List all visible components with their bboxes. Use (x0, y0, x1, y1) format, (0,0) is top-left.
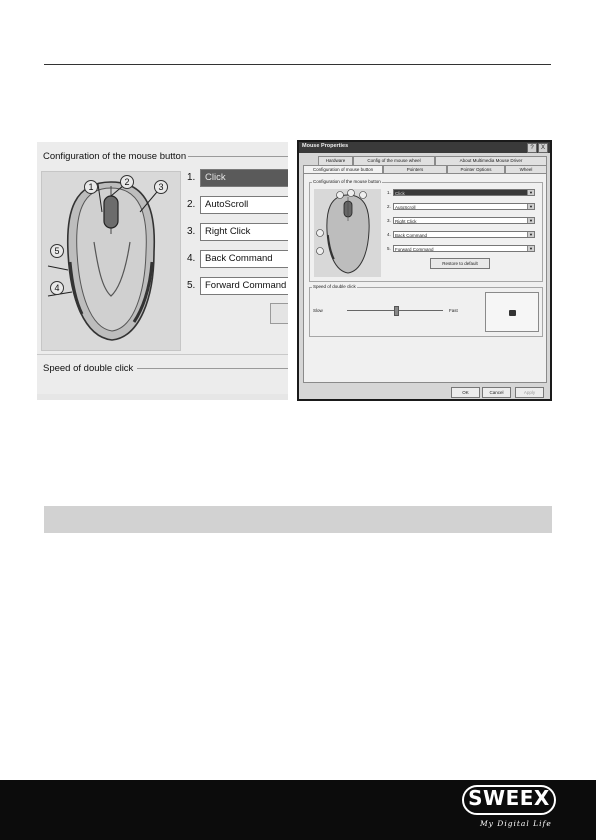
button-5-row (187, 277, 288, 295)
button-5-number: 5. (187, 280, 196, 291)
button-4-select[interactable]: Back Command (200, 250, 288, 268)
button-3-number: 3. (187, 226, 196, 237)
header-rule (44, 64, 551, 65)
restore-button-partial[interactable] (270, 303, 288, 324)
callout-4: 4 (50, 281, 64, 295)
speed-group-title: Speed of double click (43, 363, 134, 374)
dialog-button-2-row (387, 203, 537, 211)
dialog-button-3-number: 3. (387, 218, 391, 223)
slider-thumb[interactable] (394, 306, 399, 316)
group-border (187, 156, 288, 157)
tab-config-mouse-button[interactable]: Configuration of mouse button (303, 165, 383, 175)
test-object-icon (509, 310, 516, 316)
dialog-button-5-select[interactable] (393, 245, 535, 252)
dialog-button-2-select[interactable] (393, 203, 535, 210)
callout-1: 1 (84, 180, 98, 194)
logo-tagline: My Digital Life (480, 819, 552, 828)
button-2-row (187, 196, 288, 214)
chevron-down-icon[interactable]: ▼ (527, 190, 534, 195)
speed-group-border (137, 368, 288, 369)
tab-hardware[interactable]: Hardware (318, 156, 353, 166)
dialog-title: Mouse Properties (302, 143, 349, 149)
button-1-select[interactable]: Click (200, 169, 288, 187)
dialog-button-5-row (387, 245, 537, 253)
test-area[interactable] (485, 292, 539, 332)
dialog-button-1-number: 1. (387, 190, 391, 195)
dialog-button-4-select[interactable] (393, 231, 535, 238)
button-5-select[interactable]: Forward Command (200, 277, 288, 295)
mouse-drawing-icon (42, 172, 180, 350)
chevron-down-icon[interactable]: ▼ (527, 246, 534, 251)
dialog-button-3-select[interactable] (393, 217, 535, 224)
dialog-speed-group-title: Speed of double click (313, 284, 356, 289)
slow-label: Slow (313, 308, 323, 313)
dialog-button-5-value: Forward Command (395, 247, 434, 252)
callout-3: 3 (154, 180, 168, 194)
callout-2: 2 (120, 175, 134, 189)
chevron-down-icon[interactable]: ▼ (527, 218, 534, 223)
mouse-properties-dialog (297, 140, 552, 401)
config-group-title: Configuration of the mouse button (43, 151, 187, 162)
tab-about-driver[interactable]: About Multimedia Mouse Driver (435, 156, 547, 166)
dialog-button-4-value: Back Command (395, 233, 428, 238)
dialog-button-2-number: 2. (387, 204, 391, 209)
zoomed-config-screenshot (37, 142, 288, 400)
section-header-bar (44, 506, 552, 533)
chevron-down-icon[interactable]: ▼ (527, 204, 534, 209)
tab-pointer-options[interactable]: Pointer Options (447, 165, 505, 175)
page-footer (0, 780, 596, 840)
logo-text: SWEEX (468, 786, 550, 810)
dialog-button-3-row (387, 217, 537, 225)
help-button[interactable]: ? (527, 143, 537, 153)
dialog-button-4-number: 4. (387, 232, 391, 237)
sweex-logo (462, 783, 558, 837)
panel-bottom-edge (37, 394, 288, 400)
dialog-button-3-value: Right Click (395, 219, 417, 224)
tab-wheel[interactable]: Wheel (505, 165, 547, 175)
apply-button[interactable]: Apply (515, 387, 544, 398)
dialog-button-1-select[interactable] (393, 189, 535, 196)
button-1-row (187, 169, 288, 187)
fast-label: Fast (449, 308, 458, 313)
dialog-button-1-row (387, 189, 537, 197)
dialog-button-2-value: AutoScroll (395, 205, 416, 210)
dialog-button-1-value: Click (395, 191, 405, 196)
button-4-number: 4. (187, 253, 196, 264)
chevron-down-icon[interactable]: ▼ (527, 232, 534, 237)
dialog-button-4-row (387, 231, 537, 239)
group-separator (37, 354, 288, 355)
button-3-select[interactable]: Right Click (200, 223, 288, 241)
tab-pointers[interactable]: Pointers (383, 165, 447, 175)
dialog-mouse-icon (314, 189, 381, 277)
mouse-illustration (41, 171, 181, 351)
cancel-button[interactable]: Cancel (482, 387, 511, 398)
ok-button[interactable]: OK (451, 387, 480, 398)
dialog-mouse-illustration (314, 189, 381, 277)
dialog-config-group-title: Configuration of the mouse button (313, 179, 381, 184)
callout-5: 5 (50, 244, 64, 258)
tab-config-wheel[interactable]: Config of the mouse wheel (353, 156, 435, 166)
button-3-row (187, 223, 288, 241)
dialog-button-5-number: 5. (387, 246, 391, 251)
button-4-row (187, 250, 288, 268)
restore-default-button[interactable]: Restore to default (430, 258, 490, 269)
button-2-number: 2. (187, 199, 196, 210)
button-1-number: 1. (187, 172, 196, 183)
dialog-titlebar[interactable] (299, 142, 550, 153)
button-2-select[interactable]: AutoScroll (200, 196, 288, 214)
dialog-body (299, 142, 550, 399)
close-button[interactable]: X (538, 143, 548, 153)
